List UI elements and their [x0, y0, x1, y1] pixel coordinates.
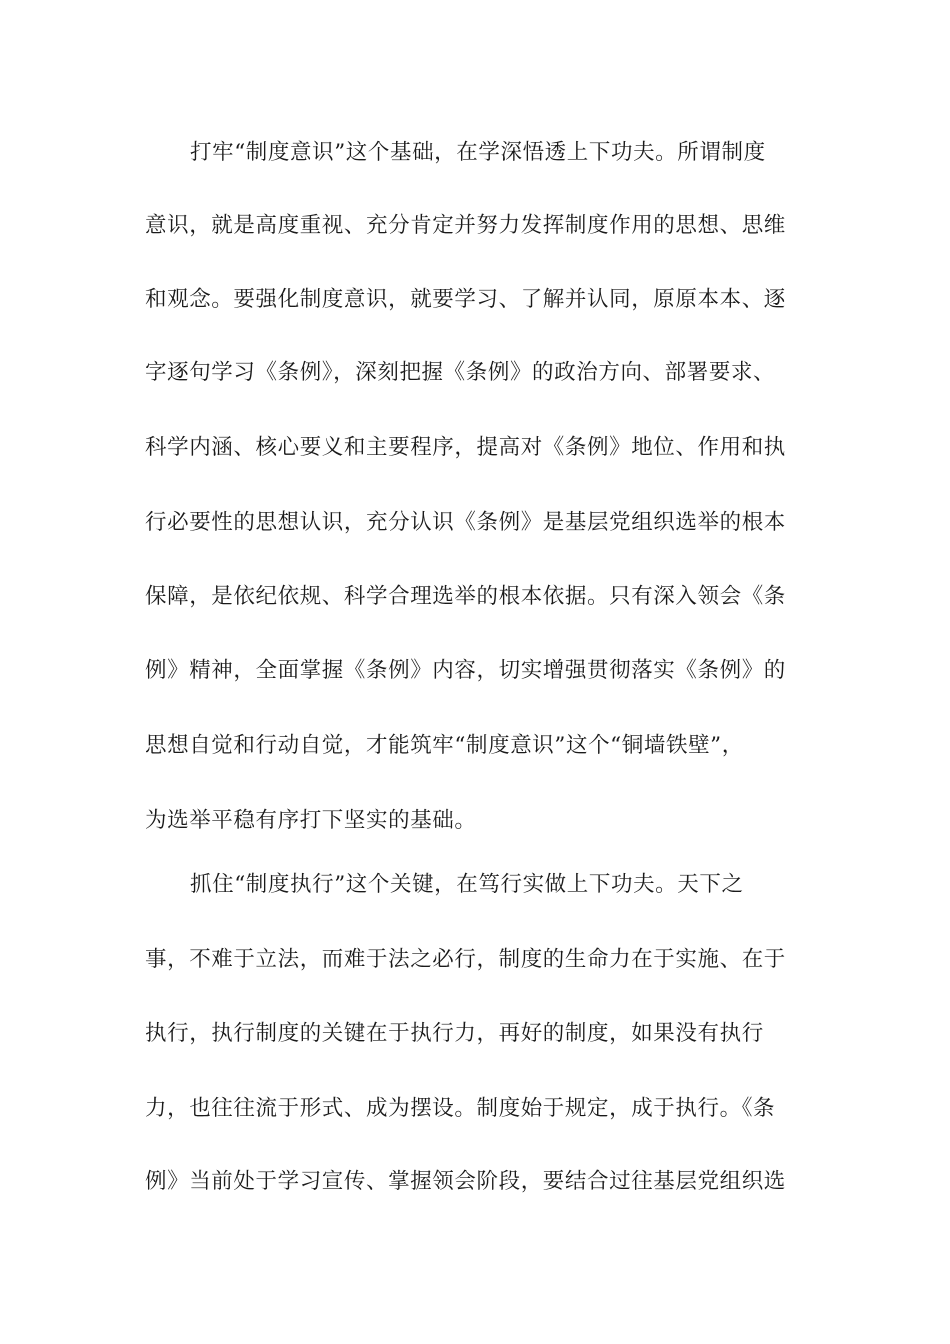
- text-line: 执行，执行制度的关键在于执行力，再好的制度，如果没有执行: [145, 1021, 764, 1046]
- text-line: 字逐句学习《条例》，深刻把握《条例》的政治方向、部署要求、: [145, 360, 776, 385]
- text-line: 科学内涵、核心要义和主要程序，提高对《条例》地位、作用和执: [145, 435, 786, 460]
- text-line: 打牢“制度意识”这个基础，在学深悟透上下功夫。所谓制度: [190, 140, 766, 165]
- text-line: 思想自觉和行动自觉，才能筑牢“制度意识”这个“铜墙铁壁”，: [145, 733, 744, 758]
- text-line: 抓住“制度执行”这个关键，在笃行实做上下功夫。天下之: [190, 872, 744, 897]
- text-line: 保障，是依纪依规、科学合理选举的根本依据。只有深入领会《条: [145, 584, 786, 609]
- text-line: 为选举平稳有序打下坚实的基础。: [145, 808, 477, 833]
- text-line: 和观念。要强化制度意识，就要学习、了解并认同，原原本本、逐: [145, 287, 786, 312]
- text-line: 例》当前处于学习宣传、掌握领会阶段，要结合过往基层党组织选: [145, 1169, 786, 1194]
- text-line: 事，不难于立法，而难于法之必行，制度的生命力在于实施、在于: [145, 947, 786, 972]
- text-line: 例》精神，全面掌握《条例》内容，切实增强贯彻落实《条例》的: [145, 658, 786, 683]
- text-line: 力，也往往流于形式、成为摆设。制度始于规定，成于执行。《条: [145, 1096, 776, 1121]
- text-line: 行必要性的思想认识，充分认识《条例》是基层党组织选举的根本: [145, 510, 786, 535]
- text-line: 意识，就是高度重视、充分肯定并努力发挥制度作用的思想、思维: [145, 213, 786, 238]
